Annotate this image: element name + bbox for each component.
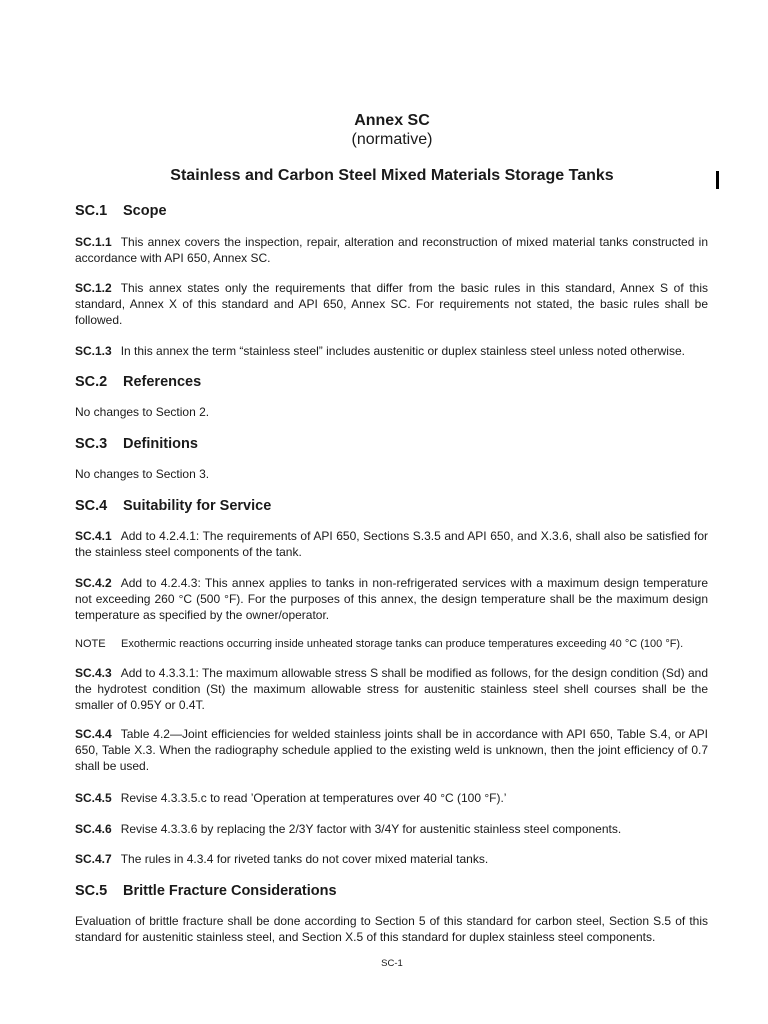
paragraph-text: No changes to Section 2. [75, 405, 210, 419]
paragraph-number: SC.4.2 [75, 576, 112, 590]
section-heading-sc4 [75, 497, 271, 515]
section-title: References [123, 374, 202, 390]
note-label: NOTE [75, 638, 106, 650]
paragraph-text: This annex states only the requirements that differ from the basic rules in this standard, Annex S of this standard, Annex X of this standard and API 650, Annex SC. For requirements not stated, the basic rules shall be followed. [75, 281, 708, 327]
paragraph-sc4-7 [75, 851, 708, 867]
paragraph-text: This annex covers the inspection, repair, alteration and reconstruction of mixed material tanks constructed in accordance with API 650, Annex SC. [75, 235, 708, 265]
paragraph-sc4-2 [75, 575, 708, 623]
section-title: Definitions [123, 436, 198, 452]
paragraph-number: SC.4.5 [75, 791, 112, 805]
section-heading-sc5 [75, 882, 337, 900]
section-heading-sc2 [75, 373, 201, 391]
paragraph-number: SC.1.1 [75, 235, 112, 249]
section-title: Suitability for Service [123, 498, 272, 514]
paragraph-sc3 [75, 466, 708, 482]
paragraph-text: Evaluation of brittle fracture shall be done according to Section 5 of this standard for carbon steel, Section S.5 of this standard for austenitic stainless steel, and Section X.5 of this standard for duplex stainless steel components. [75, 914, 708, 944]
paragraph-text: Add to 4.2.4.1: The requirements of API 650, Sections S.3.5 and API 650, and X.3.6, shall also be satisfied for the stainless steel components of the tank. [75, 529, 708, 559]
paragraph-sc4-4 [75, 726, 708, 774]
paragraph-number: SC.4.3 [75, 666, 112, 680]
paragraph-text: Table 4.2—Joint efficiencies for welded stainless joints shall be in accordance with API 650, Table S.4, or API 650, Table X.3. When the radiography schedule applied to the existing weld is unknown, then the joint efficiency of 0.7 shall be used. [75, 727, 708, 773]
section-number: SC.3 [75, 436, 108, 452]
paragraph-sc2 [75, 404, 708, 420]
paragraph-sc1-1 [75, 234, 708, 266]
document-title: Stainless and Carbon Steel Mixed Materials Storage Tanks [170, 167, 614, 184]
section-title: Scope [123, 203, 167, 219]
revision-change-bar [716, 171, 719, 189]
paragraph-sc4-6 [75, 821, 708, 837]
note [75, 637, 708, 651]
paragraph-number: SC.4.6 [75, 822, 112, 836]
paragraph-sc1-3 [75, 343, 708, 359]
section-title: Brittle Fracture Considerations [123, 883, 337, 899]
page-number: SC-1 [381, 958, 403, 969]
section-heading-sc1 [75, 202, 167, 220]
paragraph-sc4-3 [75, 665, 708, 713]
section-number: SC.1 [75, 203, 108, 219]
paragraph-sc4-1 [75, 528, 708, 560]
paragraph-text: The rules in 4.3.4 for riveted tanks do not cover mixed material tanks. [120, 852, 489, 866]
paragraph-number: SC.1.3 [75, 344, 112, 358]
paragraph-sc4-5 [75, 790, 708, 806]
paragraph-number: SC.1.2 [75, 281, 112, 295]
paragraph-text: Revise 4.3.3.5.c to read ’Operation at temperatures over 40 °C (100 °F).’ [120, 791, 507, 805]
paragraph-number: SC.4.4 [75, 727, 112, 741]
paragraph-text: Add to 4.3.3.1: The maximum allowable stress S shall be modified as follows, for the design condition (Sd) and the hydrotest condition (St) the maximum allowable stress for austenitic stainless steel shell courses shall be the smaller of 0.95Y or 0.4T. [75, 666, 708, 712]
paragraph-number: SC.4.1 [75, 529, 112, 543]
paragraph-sc1-2 [75, 280, 708, 328]
paragraph-sc5 [75, 913, 708, 945]
section-number: SC.2 [75, 374, 108, 390]
paragraph-text: No changes to Section 3. [75, 467, 210, 481]
note-text: Exothermic reactions occurring inside unheated storage tanks can produce temperatures exceeding 40 °C (100 °F). [121, 638, 684, 650]
section-heading-sc3 [75, 435, 198, 453]
section-number: SC.4 [75, 498, 108, 514]
paragraph-text: Revise 4.3.3.6 by replacing the 2/3Y factor with 3/4Y for austenitic stainless steel components. [120, 822, 622, 836]
paragraph-text: Add to 4.2.4.3: This annex applies to tanks in non-refrigerated services with a maximum design temperature not exceeding 260 °C (500 °F). For the purposes of this annex, the design temperature shall be the maximum design temperature as specified by the owner/operator. [75, 576, 708, 622]
section-number: SC.5 [75, 883, 108, 899]
paragraph-number: SC.4.7 [75, 852, 112, 866]
annex-type: (normative) [351, 131, 433, 148]
paragraph-text: In this annex the term “stainless steel” includes austenitic or duplex stainless steel unless noted otherwise. [120, 344, 685, 358]
annex-title: Annex SC [354, 112, 430, 129]
